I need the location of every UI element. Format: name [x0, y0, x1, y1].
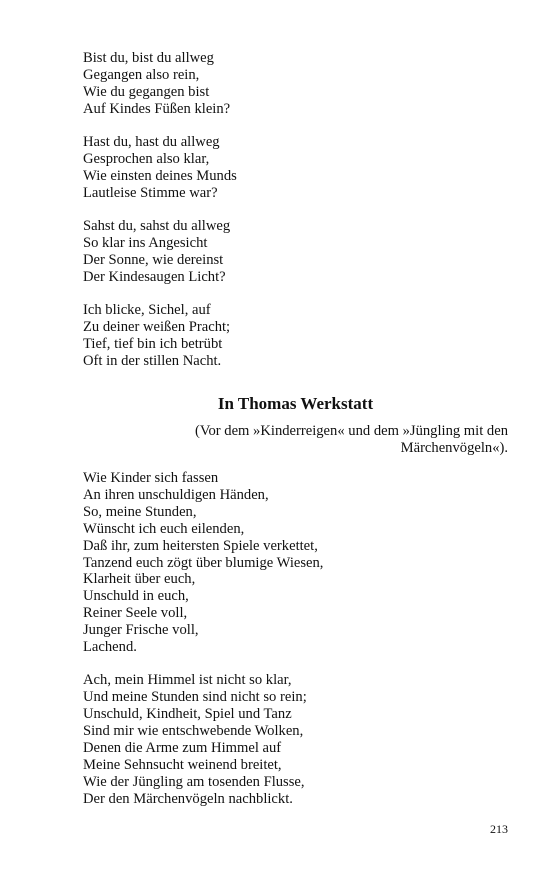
poem-line: Der Kindesaugen Licht?: [83, 268, 226, 285]
poem-line: Reiner Seele voll,: [83, 605, 188, 622]
subtitle-line: Märchenvögeln«).: [400, 439, 508, 456]
poem-line: Auf Kindes Füßen klein?: [83, 100, 231, 117]
poem-one-stanza-4: [83, 302, 508, 370]
poem-title: In Thomas Werkstatt: [217, 394, 374, 413]
poem-line: Wie du gegangen bist: [83, 83, 210, 100]
poem-one: [83, 50, 508, 370]
poem-line: Klarheit über euch,: [83, 571, 196, 588]
poem-line: Gesprochen also klar,: [83, 151, 210, 168]
poem-one-stanza-2: [83, 134, 508, 202]
poem-line: Lautleise Stimme war?: [83, 184, 218, 201]
poem-line: Der Sonne, wie dereinst: [83, 252, 224, 269]
poem-line: Und meine Stunden sind nicht so rein;: [83, 689, 307, 706]
poem-line: An ihren unschuldigen Händen,: [83, 486, 269, 503]
poem-line: Hast du, hast du allweg: [83, 134, 220, 151]
poem-line: Lachend.: [83, 639, 137, 656]
poem-two-stanza-1: [83, 470, 508, 656]
poem-line: Unschuld, Kindheit, Spiel und Tanz: [83, 706, 292, 723]
subtitle-line: (Vor dem »Kinderreigen« und dem »Jüngling mit den: [194, 423, 508, 439]
poem-line: Wie der Jüngling am tosenden Flusse,: [83, 773, 305, 790]
poem-line: Wie Kinder sich fassen: [83, 470, 219, 486]
poem-two-stanza-2: [83, 672, 508, 807]
poem-line: Gegangen also rein,: [83, 66, 200, 83]
poem-line: Ich blicke, Sichel, auf: [83, 302, 211, 319]
poem-line: So, meine Stunden,: [83, 503, 197, 520]
poem-line: Tief, tief bin ich betrübt: [83, 336, 223, 353]
poem-one-stanza-3: [83, 218, 508, 286]
poem-one-stanza-1: [83, 50, 508, 118]
poem-line: Tanzend euch zögt über blumige Wiesen,: [83, 554, 324, 571]
poem-line: Wie einsten deines Munds: [83, 167, 237, 184]
page-number: 213: [490, 822, 508, 836]
poem-line: Denen die Arme zum Himmel auf: [83, 740, 282, 757]
poem-line: Meine Sehnsucht weinend breitet,: [83, 757, 282, 773]
poem-line: Der den Märchenvögeln nachblickt.: [83, 790, 293, 807]
poem-line: Sind mir wie entschwebende Wolken,: [83, 723, 304, 740]
poem-line: Oft in der stillen Nacht.: [83, 353, 222, 370]
poem-line: Ach, mein Himmel ist nicht so klar,: [83, 672, 292, 689]
poem-line: Sahst du, sahst du allweg: [83, 218, 231, 235]
poem-line: Zu deiner weißen Pracht;: [83, 319, 231, 336]
poem-line: Unschuld in euch,: [83, 588, 189, 605]
poem-subtitle: [83, 423, 508, 457]
poem-line: Daß ihr, zum heitersten Spiele verkettet,: [83, 537, 318, 554]
poem-line: Junger Frische voll,: [83, 622, 199, 639]
poem-line: Wünscht ich euch eilenden,: [83, 520, 245, 537]
poem-line: Bist du, bist du allweg: [83, 50, 214, 66]
poem-two: [83, 470, 508, 808]
poem-line: So klar ins Angesicht: [83, 235, 208, 252]
